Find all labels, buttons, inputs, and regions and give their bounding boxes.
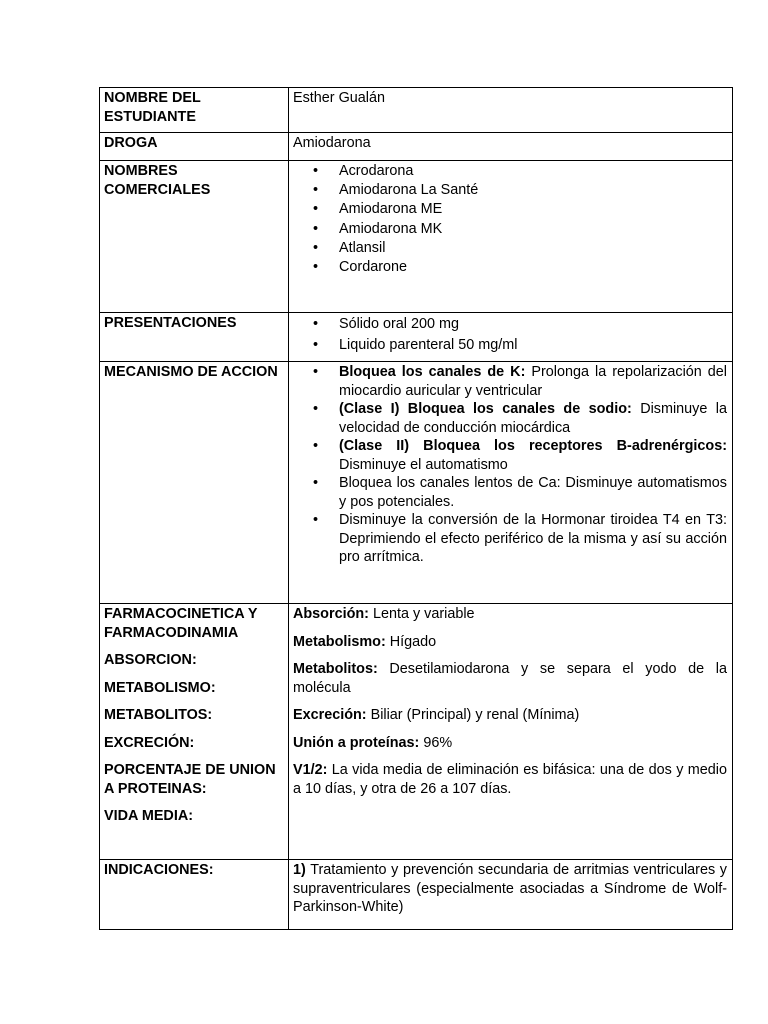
list-item [339,474,727,511]
label-line: ABSORCION: [104,652,197,668]
item-heading: (Clase I) Bloquea los canales de sodio: [339,401,632,417]
list-item: • Amiodarona ME [339,200,727,219]
pharmaco-line [293,706,727,725]
item-text: Disminuye la velocidad de conducción miocárdica [339,401,727,436]
pharmaco-line [293,761,727,798]
table-row [100,133,733,161]
drug-info-table [99,87,733,930]
value-student: Esther Gualán [289,88,733,133]
pharmaco-line [293,605,727,624]
list-item [339,400,727,437]
line-text: 96% [419,734,453,751]
value-drug: Amiodarona [289,133,733,161]
list-item [339,511,727,567]
line-text: Desetilamiodarona y se separa el yodo de la molécula [293,661,727,696]
label-student: NOMBRE DEL ESTUDIANTE [100,88,289,133]
label-brands: NOMBRES COMERCIALES [100,161,289,313]
table-row [100,88,733,133]
line-heading: Metabolitos: [293,661,378,677]
line-text: Hígado [385,633,437,650]
label-line: FARMACOCINETICA Y FARMACODINAMIA [104,606,258,641]
item-text: Prolonga la repolarización del miocardio auricular y ventricular [339,364,727,399]
list-item [339,437,727,474]
item-text: Bloquea los canales lentos de Ca: Disminuye automatismos y pos potenciales. [339,475,727,510]
label-pharmaco [100,604,289,860]
pharmaco-line [293,734,727,753]
label-line: PORCENTAJE DE UNION A PROTEINAS: [104,762,276,797]
label-line: METABOLITOS: [104,707,213,723]
line-heading: V1/2: [293,762,328,778]
label-line: METABOLISMO: [104,679,216,696]
brand-list [293,162,727,277]
value-brands [289,161,733,313]
line-text: Lenta y variable [368,606,475,622]
pharmaco-line [293,660,727,697]
item-text: Disminuye la conversión de la Hormonar tiroidea T4 en T3: Deprimiendo el efecto periférico de la misma y así su acción pro arrítmica. [339,512,727,565]
table-row [100,860,733,930]
item-text: Disminuye el automatismo [339,456,508,473]
line-text: La vida media de eliminación es bifásica: una de dos y medio a 10 días, y otra de 26 a 107 días. [293,762,727,797]
mechanism-list [293,363,727,567]
list-item: • Amiodarona La Santé [339,181,727,200]
list-item [339,363,727,400]
value-indications [289,860,733,930]
line-heading: Excreción: [293,707,367,723]
line-heading: Unión a proteínas: [293,734,420,751]
line-text: Biliar (Principal) y renal (Mínima) [366,707,580,723]
list-item: • Amiodarona MK [339,220,727,239]
item-heading: 1) [293,862,306,878]
label-presentations: PRESENTACIONES [100,313,289,362]
list-item: • Cordarone [339,258,727,277]
list-item: • Liquido parenteral 50 mg/ml [339,335,727,356]
label-line: EXCRECIÓN: [104,734,195,751]
table-row [100,604,733,860]
item-heading: (Clase II) Bloquea los receptores B-adrenérgicos: [339,438,727,454]
label-mechanism: MECANISMO DE ACCION [100,362,289,604]
item-text: Tratamiento y prevención secundaria de arritmias ventriculares y supraventriculares (especialmente asociadas a Síndrome de Wolf-Parkinson-White) [293,862,727,915]
label-indications: INDICACIONES: [100,860,289,930]
table-row [100,313,733,362]
label-drug: DROGA [100,133,289,161]
presentation-list [293,314,727,356]
list-item: • Sólido oral 200 mg [339,314,727,335]
table-row [100,161,733,313]
list-item: • Atlansil [339,239,727,258]
line-heading: Absorción: [293,606,369,622]
item-heading: Bloquea los canales de K: [339,364,526,380]
value-pharmaco [289,604,733,860]
label-line: VIDA MEDIA: [104,808,194,824]
value-presentations [289,313,733,362]
list-item: • Acrodarona [339,162,727,181]
table-row [100,362,733,604]
value-mechanism [289,362,733,604]
pharmaco-line [293,633,727,652]
line-heading: Metabolismo: [293,633,386,650]
